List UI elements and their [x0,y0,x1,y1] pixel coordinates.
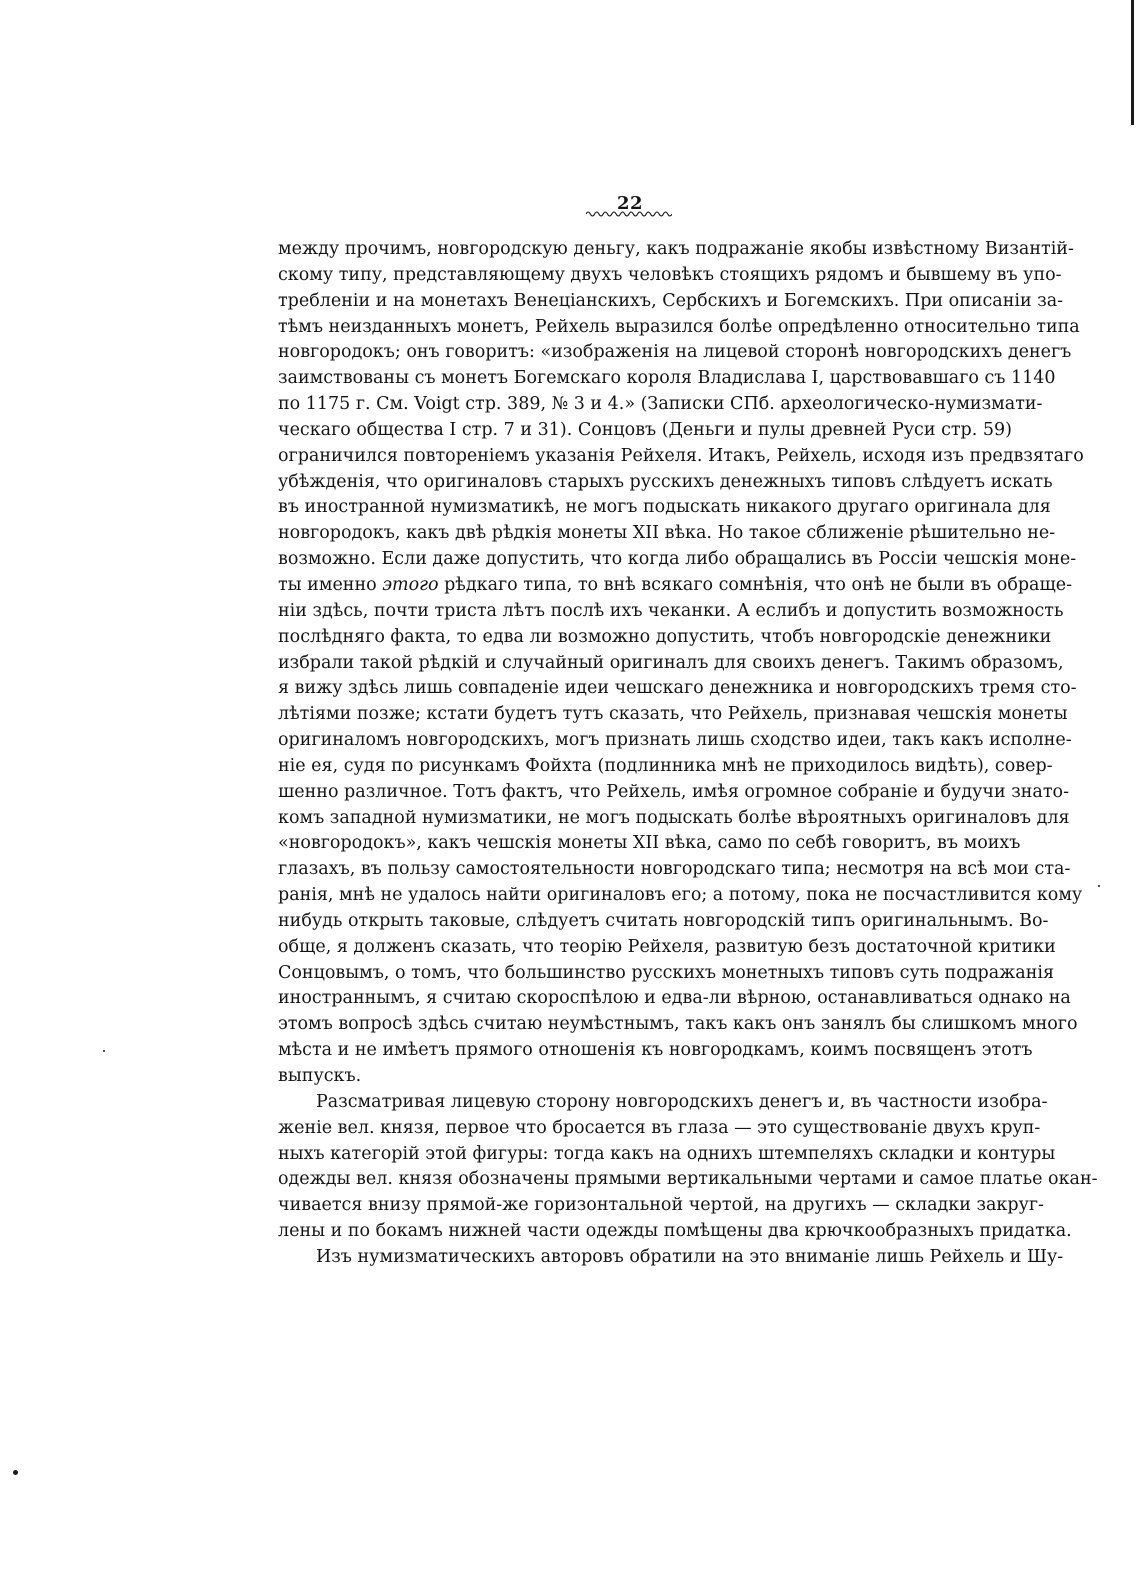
text-line: Сонцовымъ, о томъ, что большинство русскихъ монетныхъ типовъ суть подражанія [278,962,1054,983]
text-line: глазахъ, въ пользу самостоятельности новгородскаго типа; несмотря на всѣ мои ста- [278,859,1071,880]
text-line: одежды вел. князя обозначены прямыми вертикальными чертами и самое платье окан- [278,1169,1098,1190]
text-line: нибудь открыть таковые, слѣдуетъ считать новгородскій типъ оригинальнымъ. Во- [278,910,1049,931]
text-line: заимствованы съ монетъ Богемскаго короля Владислава I, царствовавшаго съ 1140 [278,368,1056,389]
text-line: тѣмъ неизданныхъ монетъ, Рейхель выразился болѣе опредѣленно относительно типа [278,316,1080,337]
text-line: оригиналомъ новгородскихъ, могъ признать лишь сходство идеи, такъ какъ исполне- [278,730,1072,751]
text-line: ты именно этого рѣдкаго типа, то внѣ всякаго сомнѣнія, что онѣ не были въ обраще- [278,574,1073,595]
text-line: шенно различное. Тотъ фактъ, что Рейхель, имѣя огромное собраніе и будучи знато- [278,781,1069,802]
text-line: ческаго общества I стр. 7 и 31). Сонцовъ (Деньги и пулы древней Руси стр. 59) [278,419,1012,440]
text-line: избрали такой рѣдкій и случайный оригиналъ для своихъ денегъ. Такимъ образомъ, [278,652,1064,673]
text-line: Изъ нумизматическихъ авторовъ обратили на это вниманіе лишь Рейхель и Шу- [316,1246,1064,1267]
text-line: иностраннымъ, я считаю скороспѣлою и едва-ли вѣрною, останавливаться однако на [278,988,1071,1009]
text-line: Разсматривая лицевую сторону новгородскихъ денегъ и, въ частности изобра- [316,1091,1048,1112]
text-line: лѣтіями позже; кстати будетъ тутъ сказать, что Рейхель, признавая чешскія монеты [278,704,1068,725]
text-line: мѣста и не имѣетъ прямого отношенія къ новгородкамъ, коимъ посвященъ этотъ [278,1040,1033,1061]
text-line: убѣжденія, что оригиналовъ старыхъ русскихъ денежныхъ типовъ слѣдуетъ искать [278,471,1053,492]
scan-edge-line [1131,0,1134,125]
text-line: новгородокъ, какъ двѣ рѣдкія монеты XII вѣка. Но такое сближеніе рѣшительно не- [278,523,1056,544]
text-line: ранія, мнѣ не удалось найти оригиналовъ его; а потому, пока не посчастливится кому [278,885,1083,906]
text-line: я вижу здѣсь лишь совпаденіе идеи чешскаго денежника и новгородскихъ тремя сто- [278,678,1077,699]
page-number: 22 [616,193,644,214]
text-line: скому типу, представляющему двухъ человѣкъ стоящихъ рядомъ и бывшему въ упо- [278,264,1062,285]
text-line: ограничился повтореніемъ указанія Рейхеля. Итакъ, Рейхель, исходя изъ предвзятаго [278,445,1084,466]
text-line: лены и по бокамъ нижней части одежды помѣщены два крючкообразныхъ придатка. [278,1221,1072,1242]
text-line: въ иностранной нумизматикѣ, не могъ подыскать никакого другаго оригинала для [278,497,1051,518]
text-line: новгородокъ; онъ говоритъ: «изображенія на лицевой сторонѣ новгородскихъ денегъ [278,342,1072,363]
text-line: требленіи и на монетахъ Венеціанскихъ, Сербскихъ и Богемскихъ. При описаніи за- [278,290,1064,311]
text-line: выпускъ. [278,1066,362,1086]
paragraph [278,1245,1064,1271]
text-line: «новгородокъ», какъ чешскія монеты XII вѣка, само по себѣ говоритъ, въ моихъ [278,833,1021,854]
scan-speck [13,1470,18,1475]
scan-speck [103,1050,105,1052]
text-line: ныхъ категорій этой фигуры: тогда какъ на однихъ штемпеляхъ складки и контуры [278,1143,1056,1164]
text-line: комъ западной нумизматики, не могъ подыскать болѣе вѣроятныхъ оригиналовъ для [278,807,1070,828]
text-line: обще, я долженъ сказать, что теорію Рейхеля, развитую безъ достаточной критики [278,936,1056,957]
text-line: этомъ вопросѣ здѣсь считаю неумѣстнымъ, такъ какъ онъ занялъ бы слишкомъ много [278,1014,1078,1035]
text-line: женіе вел. князя, первое что бросается въ глаза — это существованіе двухъ круп- [278,1117,1041,1138]
text-line: возможно. Если даже допустить, что когда либо обращались въ Россіи чешскія моне- [278,549,1077,570]
text-line: между прочимъ, новгородскую деньгу, какъ подражаніе якобы извѣстному Византій- [278,239,1074,259]
scan-speck [1098,885,1100,887]
wavy-ornament [586,209,672,219]
text-line: чивается внизу прямой-же горизонтальной чертой, на другихъ — складки закруг- [278,1195,1044,1216]
text-line: ніе ея, судя по рисункамъ Фойхта (подлинника мнѣ не приходилось видѣть), совер- [278,755,1053,776]
paragraph [278,1090,1098,1245]
body-text [278,237,1098,1271]
paragraph [278,237,1084,1090]
text-line: по 1175 г. См. Voigt стр. 389, № 3 и 4.» (Записки СПб. археологическо-нумизмати- [278,394,1043,415]
text-line: послѣдняго факта, то едва ли возможно допустить, чтобъ новгородскіе денежники [278,626,1052,647]
text-line: ніи здѣсь, почти триста лѣтъ послѣ ихъ чеканки. А еслибъ и допустить возможность [278,600,1064,621]
